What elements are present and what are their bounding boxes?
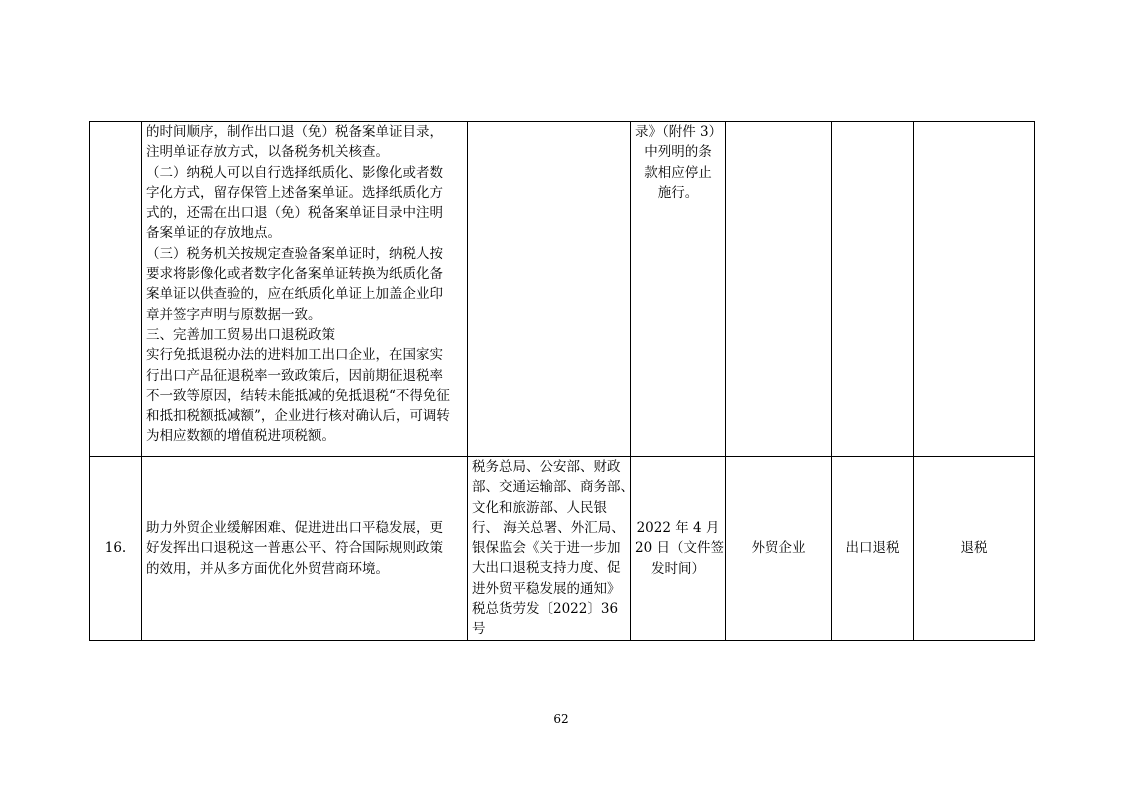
row-number-cell [90, 122, 142, 457]
basis-line: 进外贸平稳发展的通知》 [472, 580, 621, 597]
date-line: 录》（附件 3） [635, 124, 723, 140]
date-line: 施行。 [657, 184, 699, 201]
content-line: （二）纳税人可以自行选择纸质化、影像化或者数 [146, 164, 443, 181]
content-line: 行出口产品征退税率一致政策后，因前期征退税率 [146, 367, 443, 384]
table-row [90, 122, 1035, 457]
content-line: 助力外贸企业缓解困难、促进进出口平稳发展，更 [146, 520, 443, 537]
row-number-cell: 16. [90, 457, 142, 641]
basis-line: 大出口退税支持力度、促 [472, 560, 621, 577]
date-line: 发时间） [651, 560, 705, 577]
policy-basis-cell [468, 122, 631, 457]
table-row [90, 457, 1035, 641]
page-number: 62 [553, 712, 569, 726]
basis-line: 部、交通运输部、商务部、 [472, 479, 634, 496]
policy-content-cell [142, 122, 468, 457]
content-line: 要求将影像化或者数字化备案单证转换为纸质化备 [146, 266, 443, 283]
date-line: 中列明的条 [644, 144, 712, 161]
content-line: 注明单证存放方式，以备税务机关核查。 [146, 144, 389, 161]
subject-cell: 外贸企业 [726, 457, 832, 641]
date-line: 款相应停止 [644, 164, 712, 181]
policy-basis-cell [468, 457, 634, 641]
content-line: 好发挥出口退税这一普惠公平、符合国际规则政策 [146, 540, 443, 557]
content-line: （三）税务机关按规定查验备案单证时，纳税人按 [146, 245, 443, 262]
category-cell [914, 122, 1035, 457]
content-line: 的时间顺序，制作出口退（免）税备案单证目录， [146, 124, 443, 140]
content-line: 案单证以供查验的，应在纸质化单证上加盖企业印 [146, 286, 443, 303]
content-line: 的效用，并从多方面优化外贸营商环境。 [146, 560, 389, 577]
tax-type-cell: 出口退税 [832, 457, 914, 641]
category-cell: 退税 [914, 457, 1035, 641]
content-line: 字化方式，留存保管上述备案单证。选择纸质化方 [146, 184, 443, 201]
content-line: 备案单证的存放地点。 [146, 225, 281, 242]
policy-content-cell [142, 457, 468, 641]
effective-date-cell [631, 457, 726, 641]
content-line: 章并签字声明与原数据一致。 [146, 306, 322, 323]
basis-line: 文化和旅游部、人民银 [472, 499, 607, 516]
basis-line: 行、 海关总署、外汇局、 [472, 519, 625, 536]
subject-cell [726, 122, 832, 457]
content-line: 式的，还需在出口退（免）税备案单证目录中注明 [146, 205, 443, 222]
content-line: 不一致等原因，结转未能抵减的免抵退税“不得免征 [146, 387, 450, 404]
content-line: 实行免抵退税办法的进料加工出口企业，在国家实 [146, 347, 443, 364]
policy-table [89, 121, 1035, 641]
tax-type-cell [832, 122, 914, 457]
basis-line: 号 [472, 621, 486, 638]
basis-line: 税务总局、公安部、财政 [472, 459, 621, 475]
content-line: 三、完善加工贸易出口退税政策 [146, 326, 335, 343]
content-line: 和抵扣税额抵减额”，企业进行核对确认后，可调转 [146, 408, 450, 425]
date-line: 2022 年 4 月 [636, 520, 720, 537]
basis-line: 银保监会《关于进一步加 [472, 540, 621, 557]
effective-date-cell [631, 122, 726, 457]
content-line: 为相应数额的增值税进项税额。 [146, 428, 335, 445]
date-line: 20 日（文件签 [635, 540, 724, 557]
basis-line: 税总货劳发〔2022〕36 [472, 601, 619, 618]
